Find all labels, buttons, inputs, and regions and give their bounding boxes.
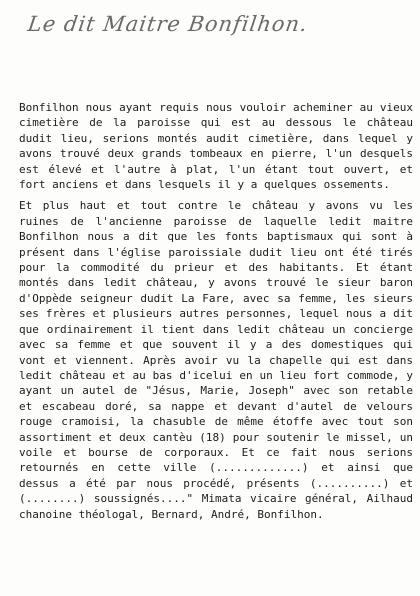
paragraph-chateau: Et plus haut et tout contre le château y avons vu les ruines de l'ancienne paroisse de laquelle ledit maitre Bonfilhon nous a dit que les fonts baptismaux qui sont à présent dans l'église paroissiale dudit lieu ont été tirés pour la commodité du prieur et des habitants. Et étant montés dans ledit château, y avons trouvé le sieur baron d'Oppède seigneur dudit La Fare, avec sa femme, les sieurs ses frères et plusieurs autres personnes, lequel nous a dit que ordinairement il tient dans ledit château un concierge avec sa femme et que souvent il y a des domestiques qui vont et viennent. Après avoir vu la chapelle qui est dans ledit château et au bas d'icelui en un lieu fort commode, y ayant un autel de "Jésus, Marie, Joseph" avec son retable et escabeau doré, sa nappe et devant d'autel de velours rouge cramoisi, la chasuble de même étoffe avec tout son assortiment et deux cantèu (18) pour soutenir le missel, un voile et bourse de corporaux. Et ce fait nous serions retournés en cette ville (.............) et ainsi que dessus a été par nous procédé, présents (..........) et (........) soussignés...." Mimata vicaire général, Ailhaud chanoine théologal, Bernard, André, Bonfilhon. xyxy=(19,199,413,521)
handwritten-heading: Le dit Maitre Bonfilhon. xyxy=(26,12,310,36)
document-body xyxy=(19,100,413,528)
paragraph-cemetery: Bonfilhon nous ayant requis nous vouloir acheminer au vieux cimetière de la paroisse qui est au dessous le château dudit lieu, serions montés audit cimetière, dans lequel y avons trouvé deux grands tombeaux en pierre, l'un desquels est élevé et l'autre à plat, l'un étant tout ouvert, et fort anciens et dans lesquels il y a quelques ossements. xyxy=(19,101,413,192)
